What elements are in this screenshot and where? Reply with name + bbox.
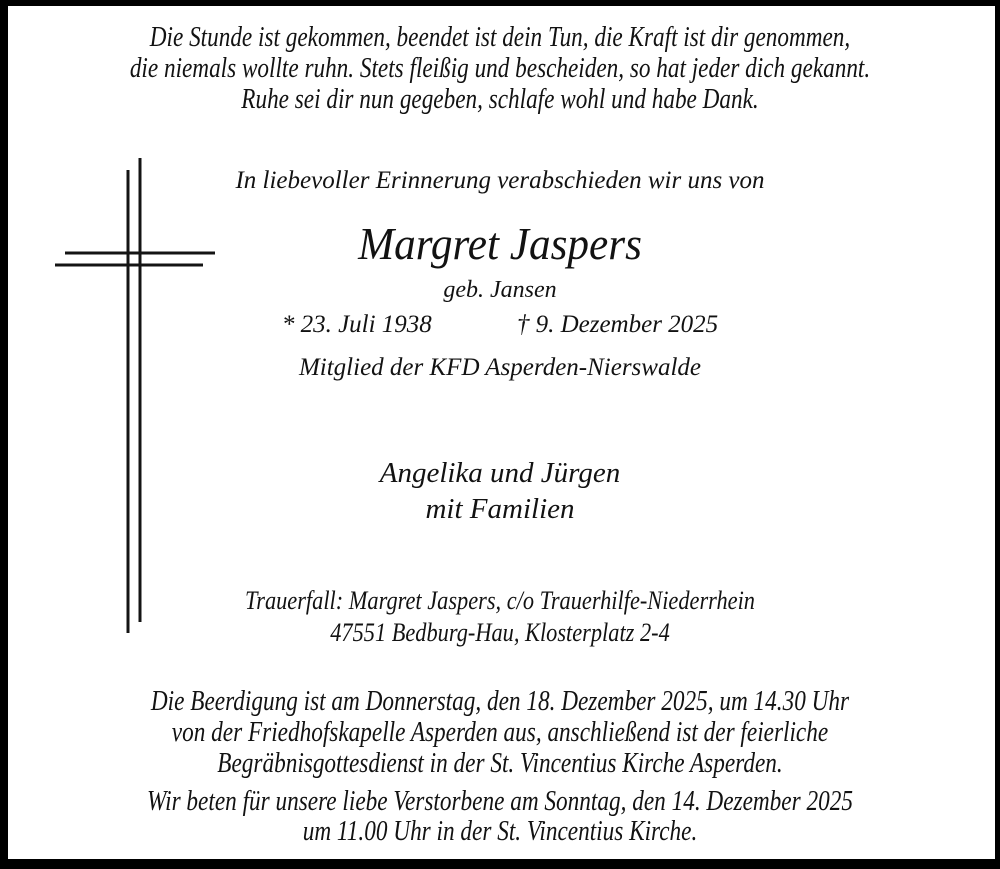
contact-block	[70, 585, 930, 649]
mourners-block	[0, 455, 1000, 527]
life-dates	[0, 310, 1000, 340]
poem-block	[100, 22, 900, 115]
membership-line: Mitglied der KFD Asperden-Nierswalde	[298, 354, 702, 381]
poem-line: Die Stunde ist gekommen, beendet ist dein Tun, die Kraft ist dir genommen,	[149, 21, 851, 53]
maiden-name: geb. Jansen	[443, 277, 557, 303]
funeral-line: Begräbnisgottesdienst in der St. Vincentius Kirche Asperden.	[217, 748, 783, 779]
intro-line: In liebevoller Erinnerung verabschieden wir uns von	[235, 167, 765, 194]
poem-line: die niemals wollte ruhn. Stets fleißig und bescheiden, so hat jeder dich gekannt.	[129, 52, 871, 84]
prayer-line: um 11.00 Uhr in der St. Vincentius Kirche.	[302, 816, 698, 847]
prayer-block	[85, 787, 915, 847]
deceased-name: Margret Jaspers	[358, 218, 642, 269]
mourner-line: Angelika und Jürgen	[379, 457, 621, 489]
prayer-line: Wir beten für unsere liebe Verstorbene am Sonntag, den 14. Dezember 2025	[147, 786, 853, 817]
birth-date: * 23. Juli 1938	[281, 311, 432, 338]
mourner-line: mit Familien	[425, 493, 575, 525]
funeral-block	[85, 686, 915, 779]
contact-line: Trauerfall: Margret Jaspers, c/o Trauerhilfe-Niederrhein	[245, 586, 755, 615]
contact-line: 47551 Bedburg-Hau, Klosterplatz 2-4	[330, 618, 670, 647]
funeral-line: Die Beerdigung ist am Donnerstag, den 18. Dezember 2025, um 14.30 Uhr	[150, 686, 850, 717]
death-date: † 9. Dezember 2025	[516, 311, 719, 338]
funeral-line: von der Friedhofskapelle Asperden aus, anschließend ist der feierliche	[171, 717, 829, 748]
poem-line: Ruhe sei dir nun gegeben, schlafe wohl und habe Dank.	[241, 83, 759, 115]
